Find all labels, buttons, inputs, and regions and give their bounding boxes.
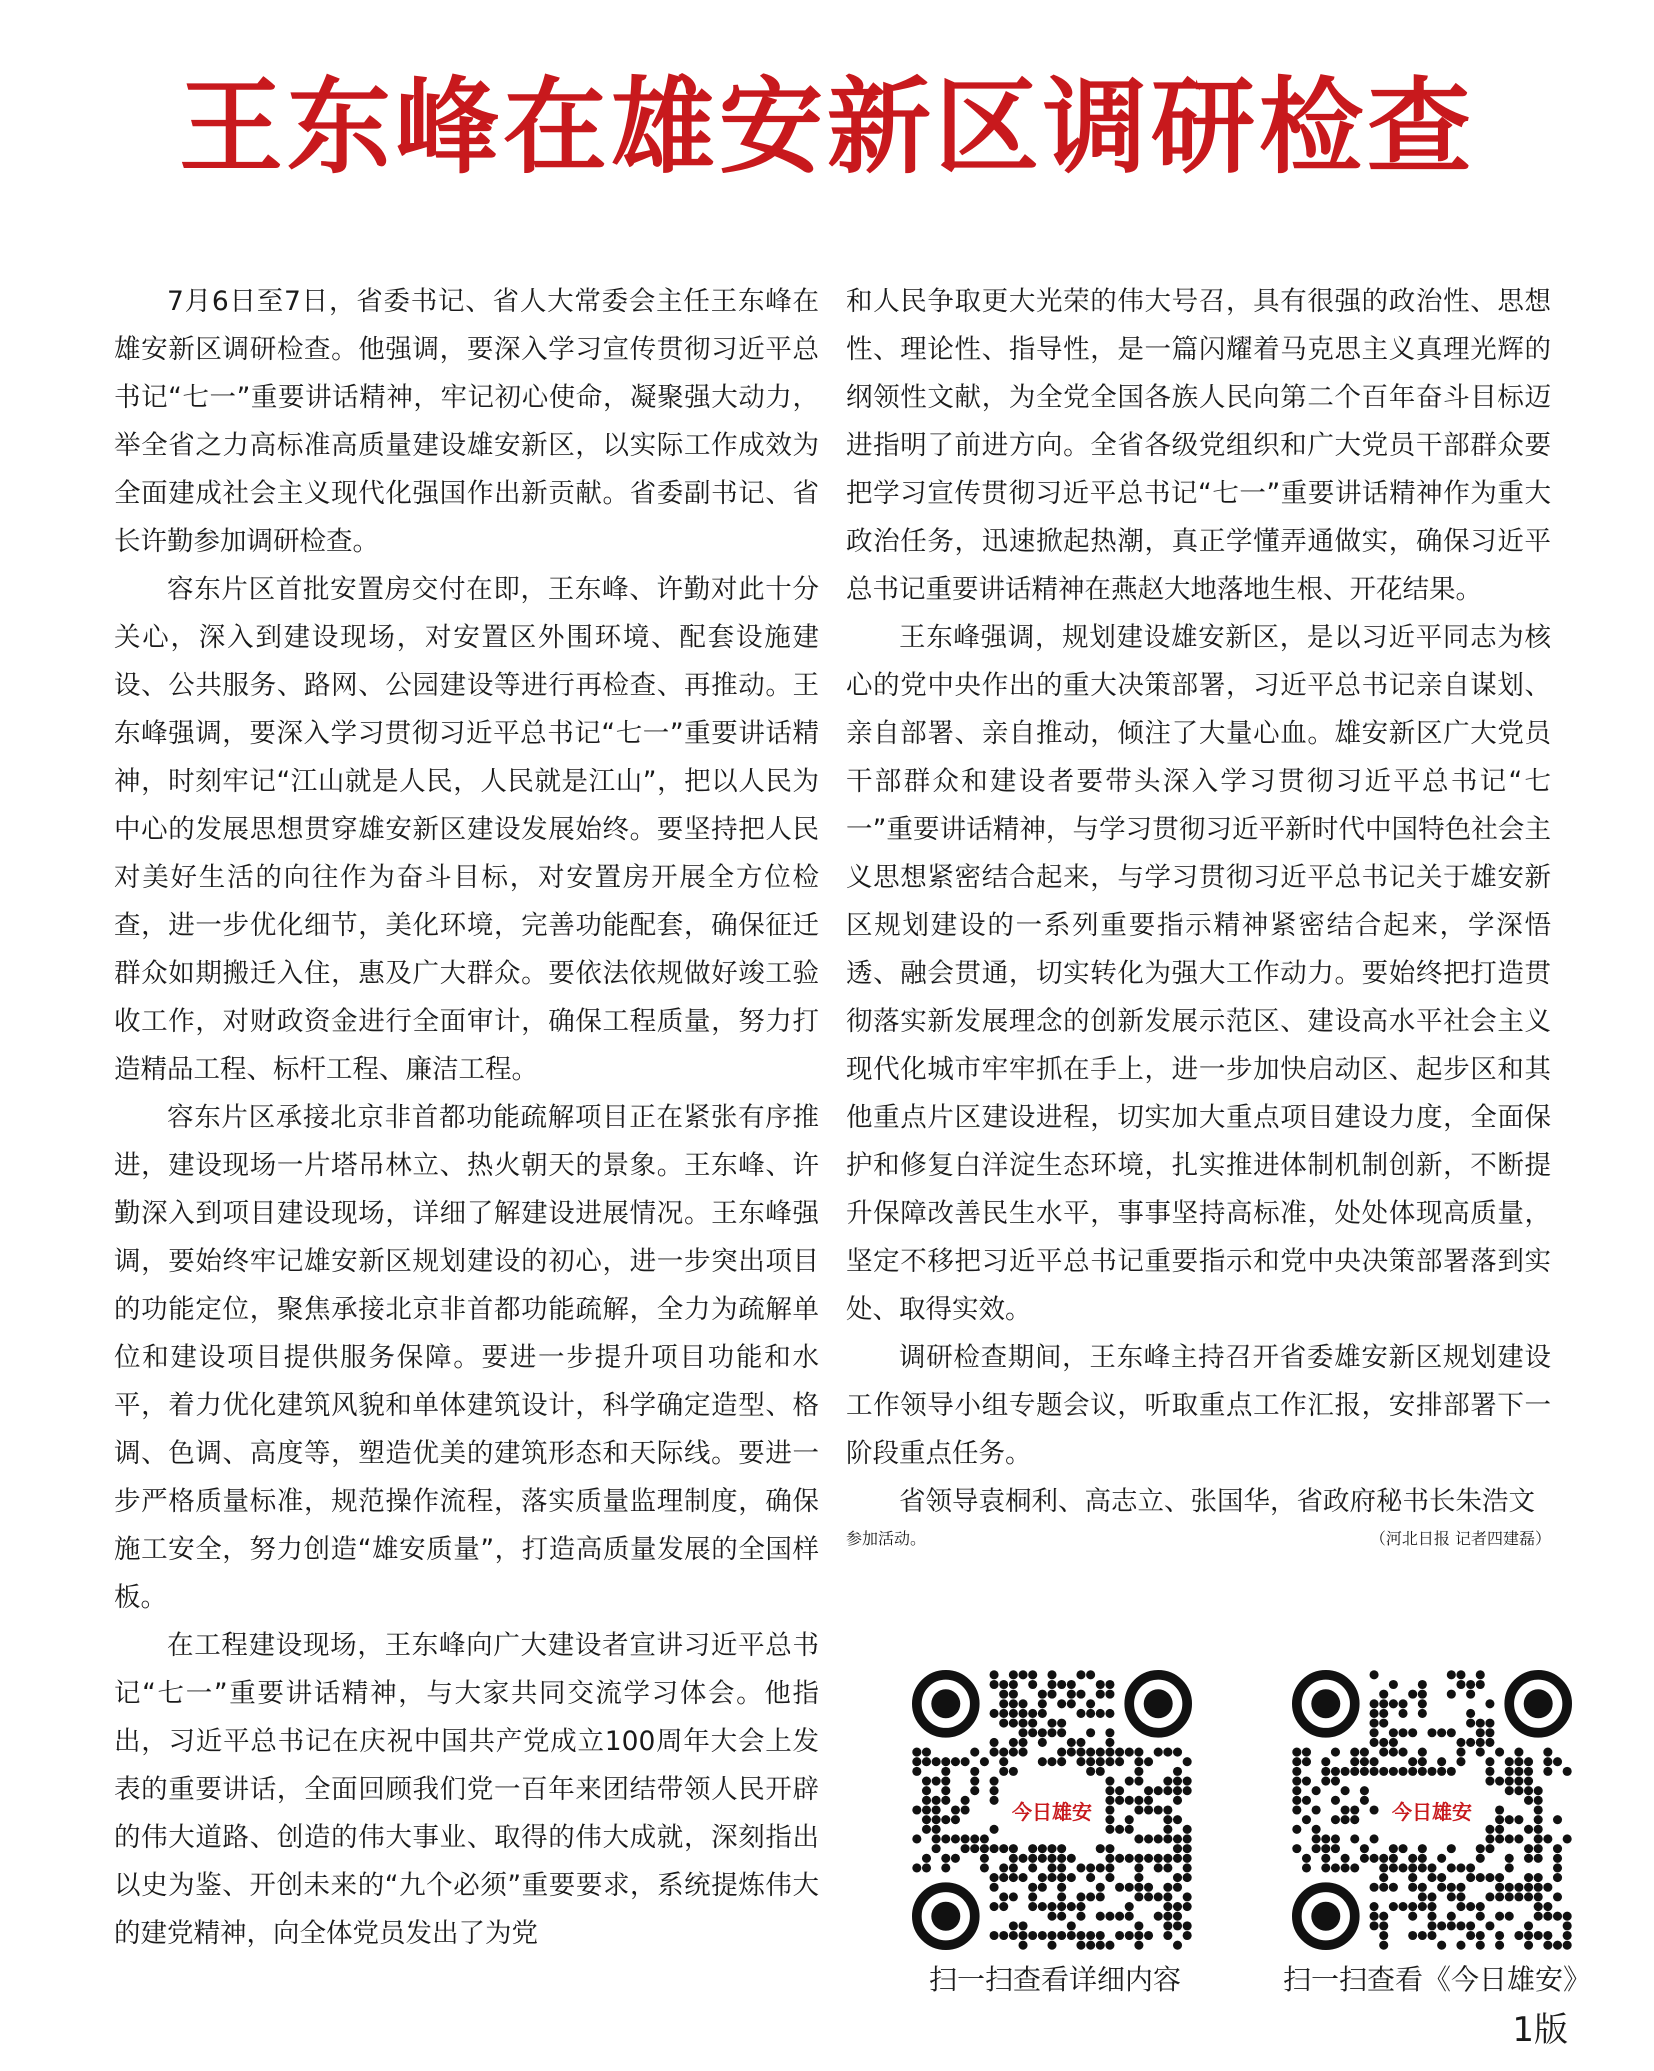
paragraph: 7月6日至7日，省委书记、省人大常委会主任王东峰在雄安新区调研检查。他强调，要深入学习宣传贯彻习近平总书记“七一”重要讲话精神，牢记初心使命，凝聚强大动力，举全省之力高标准高质量建设雄安新区，以实际工作成效为全面建成社会主义现代化强国作出新贡献。省委副书记、省长许勤参加调研检查。: [114, 286, 819, 557]
paragraph: 王东峰强调，规划建设雄安新区，是以习近平同志为核心的党中央作出的重大决策部署，习近平总书记亲自谋划、亲自部署、亲自推动，倾注了大量心血。雄安新区广大党员干部群众和建设者要带头深入学习贯彻习近平总书记“七一”重要讲话精神，与学习贯彻习近平新时代中国特色社会主义思想紧密结合起来，与学习贯彻习近平总书记关于雄安新区规划建设的一系列重要指示精神紧密结合起来，学深悟透、融会贯通，切实转化为强大工作动力。要始终把打造贯彻落实新发展理念的创新发展示范区、建设高水平社会主义现代化城市牢牢抓在手上，进一步加快启动区、起步区和其他重点片区建设进程，切实加大重点项目建设力度，全面保护和修复白洋淀生态环境，扎实推进体制机制创新，不断提升保障改善民生水平，事事坚持高标准，处处体现高质量，坚定不移把习近平总书记重要指示和党中央决策部署落到实处、取得实效。: [846, 622, 1551, 1325]
paragraph: 和人民争取更大光荣的伟大号召，具有很强的政治性、思想性、理论性、指导性，是一篇闪耀着马克思主义真理光辉的纲领性文献，为全党全国各族人民向第二个百年奋斗目标迈进指明了前进方向。全省各级党组织和广大党员干部群众要把学习宣传贯彻习近平总书记“七一”重要讲话精神作为重大政治任务，迅速掀起热潮，真正学懂弄通做实，确保习近平总书记重要讲话精神在燕赵大地落地生根、开花结果。: [846, 286, 1551, 605]
byline: （河北日报 记者四建磊）: [1369, 1529, 1551, 1548]
qr-code-details[interactable]: [912, 1670, 1192, 1950]
closing-paragraph: 省领导袁桐利、高志立、张国华，省政府秘书长朱浩文: [899, 1486, 1535, 1517]
headline: 王东峰在雄安新区调研检查: [178, 65, 1475, 188]
article-column-right: [846, 278, 1551, 1549]
qr-caption-details: 扫一扫查看详细内容: [928, 1963, 1181, 1996]
page-number: 1版: [1512, 2010, 1568, 2050]
closing-row: [846, 1526, 1551, 1549]
qr-logo: 今日雄安: [1384, 1785, 1480, 1835]
qr-caption-app: 扫一扫查看《今日雄安》: [1282, 1963, 1591, 1996]
closing-tail: 参加活动。: [846, 1529, 927, 1548]
paragraph: 调研检查期间，王东峰主持召开省委雄安新区规划建设工作领导小组专题会议，听取重点工作汇报，安排部署下一阶段重点任务。: [846, 1342, 1551, 1469]
qr-code-app[interactable]: [1292, 1670, 1572, 1950]
paragraph: 在工程建设现场，王东峰向广大建设者宣讲习近平总书记“七一”重要讲话精神，与大家共同交流学习体会。他指出，习近平总书记在庆祝中国共产党成立100周年大会上发表的重要讲话，全面回顾我们党一百年来团结带领人民开辟的伟大道路、创造的伟大事业、取得的伟大成就，深刻指出以史为鉴、开创未来的“九个必须”重要要求，系统提炼伟大的建党精神，向全体党员发出了为党: [114, 1630, 819, 1949]
qr-logo: 今日雄安: [1004, 1785, 1100, 1835]
article-column-left: [114, 278, 819, 1958]
paragraph: 容东片区承接北京非首都功能疏解项目正在紧张有序推进，建设现场一片塔吊林立、热火朝天的景象。王东峰、许勤深入到项目建设现场，详细了解建设进展情况。王东峰强调，要始终牢记雄安新区规划建设的初心，进一步突出项目的功能定位，聚焦承接北京非首都功能疏解，全力为疏解单位和建设项目提供服务保障。要进一步提升项目功能和水平，着力优化建筑风貌和单体建筑设计，科学确定造型、格调、色调、高度等，塑造优美的建筑形态和天际线。要进一步严格质量标准，规范操作流程，落实质量监理制度，确保施工安全，努力创造“雄安质量”，打造高质量发展的全国样板。: [114, 1102, 819, 1613]
paragraph: 容东片区首批安置房交付在即，王东峰、许勤对此十分关心，深入到建设现场，对安置区外围环境、配套设施建设、公共服务、路网、公园建设等进行再检查、再推动。王东峰强调，要深入学习贯彻习近平总书记“七一”重要讲话精神，时刻牢记“江山就是人民，人民就是江山”，把以人民为中心的发展思想贯穿雄安新区建设发展始终。要坚持把人民对美好生活的向往作为奋斗目标，对安置房开展全方位检查，进一步优化细节，美化环境，完善功能配套，确保征迁群众如期搬迁入住，惠及广大群众。要依法依规做好竣工验收工作，对财政资金进行全面审计，确保工程质量，努力打造精品工程、标杆工程、廉洁工程。: [114, 574, 819, 1085]
